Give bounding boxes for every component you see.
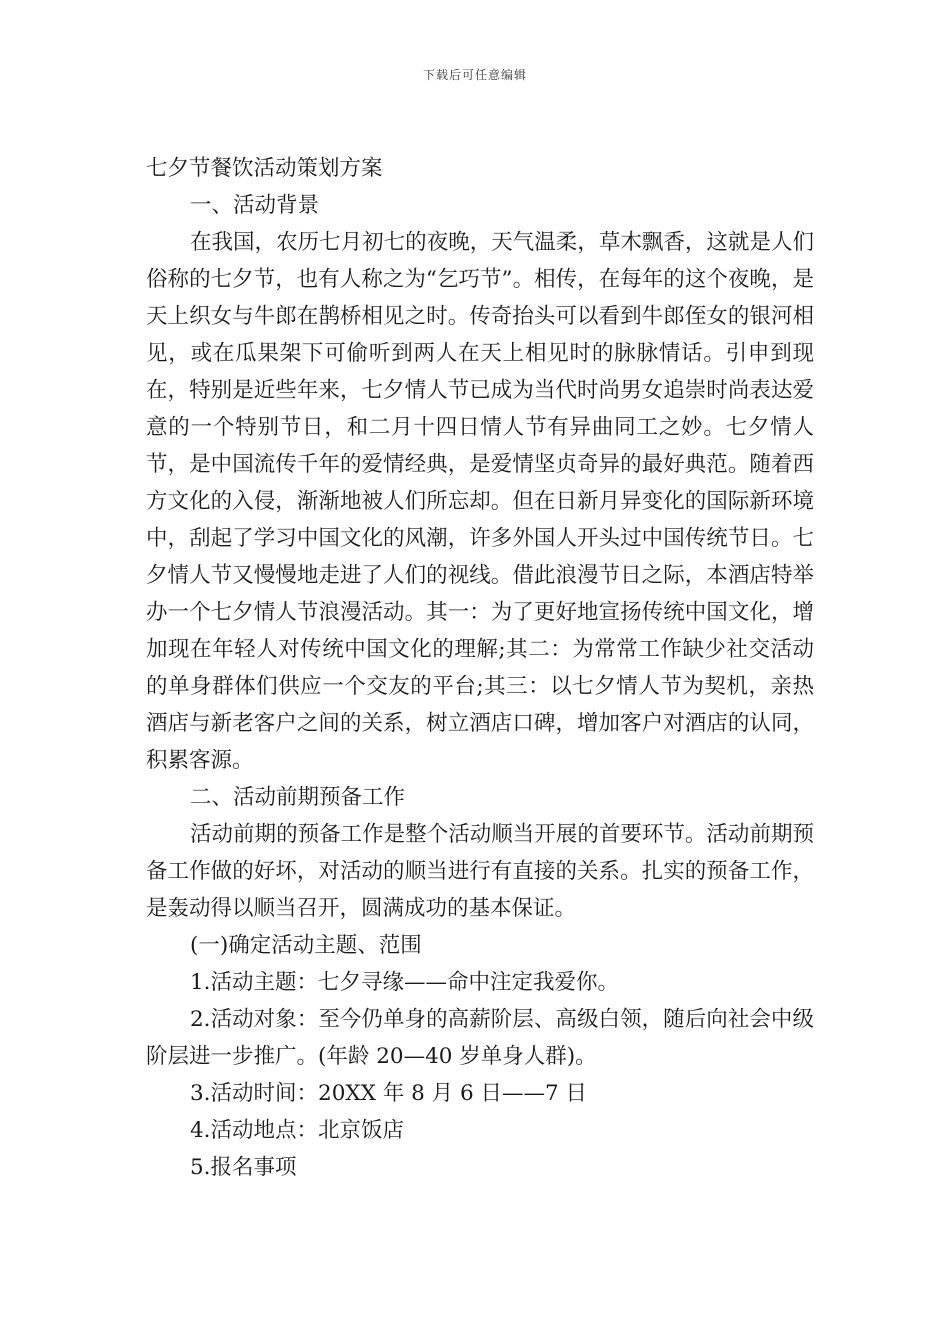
list-item-registration: 5.报名事项 bbox=[190, 1155, 297, 1180]
document-body bbox=[146, 150, 814, 1186]
list-item-time: 3.活动时间：20XX 年 8 月 6 日——7 日 bbox=[190, 1081, 588, 1106]
section-heading-background: 一、活动背景 bbox=[190, 193, 320, 218]
paragraph-preparation: 活动前期的预备工作是整个活动顺当开展的首要环节。活动前期预备工作做的好坏，对活动的顺当进行有直接的关系。扎实的预备工作，是轰动得以顺当召开，圆满成功的基本保证。 bbox=[146, 822, 814, 921]
list-item-theme: 1.活动主题：七夕寻缘——命中注定我爱你。 bbox=[190, 970, 620, 995]
paragraph-background: 在我国，农历七月初七的夜晚，天气温柔，草木飘香，这就是人们俗称的七夕节，也有人称之为“乞巧节”。相传，在每年的这个夜晚，是天上织女与牛郎在鹊桥相见之时。传奇抬头可以看到牛郎侄女的银河相见，或在瓜果架下可偷听到两人在天上相见时的脉脉情话。引申到现在，特别是近些年来，七夕情人节已成为当代时尚男女追崇时尚表达爱意的一个特别节日，和二月十四日情人节有异曲同工之妙。七夕情人节，是中国流传千年的爱情经典，是爱情坚贞奇异的最好典范。随着西方文化的入侵，渐渐地被人们所忘却。但在日新月异变化的国际新环境中，刮起了学习中国文化的风潮，许多外国人开头过中国传统节日。七夕情人节又慢慢地走进了人们的视线。借此浪漫节日之际，本酒店特举办一个七夕情人节浪漫活动。其一：为了更好地宣扬传统中国文化，增加现在年轻人对传统中国文化的理解;其二：为常常工作缺少社交活动的单身群体们供应一个交友的平台;其三：以七夕情人节为契机，亲热酒店与新老客户之间的关系，树立酒店口碑，增加客户对酒店的认同，积累客源。 bbox=[146, 230, 814, 773]
list-item-location: 4.活动地点：北京饭店 bbox=[190, 1118, 405, 1143]
subsection-heading-theme: (一)确定活动主题、范围 bbox=[190, 933, 422, 958]
document-title: 七夕节餐饮活动策划方案 bbox=[146, 156, 383, 181]
list-item-audience: 2.活动对象：至今仍单身的高薪阶层、高级白领，随后向社会中级阶层进一步推广。(年龄 20—40 岁单身人群)。 bbox=[146, 1007, 814, 1069]
section-heading-preparation: 二、活动前期预备工作 bbox=[190, 785, 406, 810]
header-note: 下载后可任意编辑 bbox=[422, 68, 527, 82]
